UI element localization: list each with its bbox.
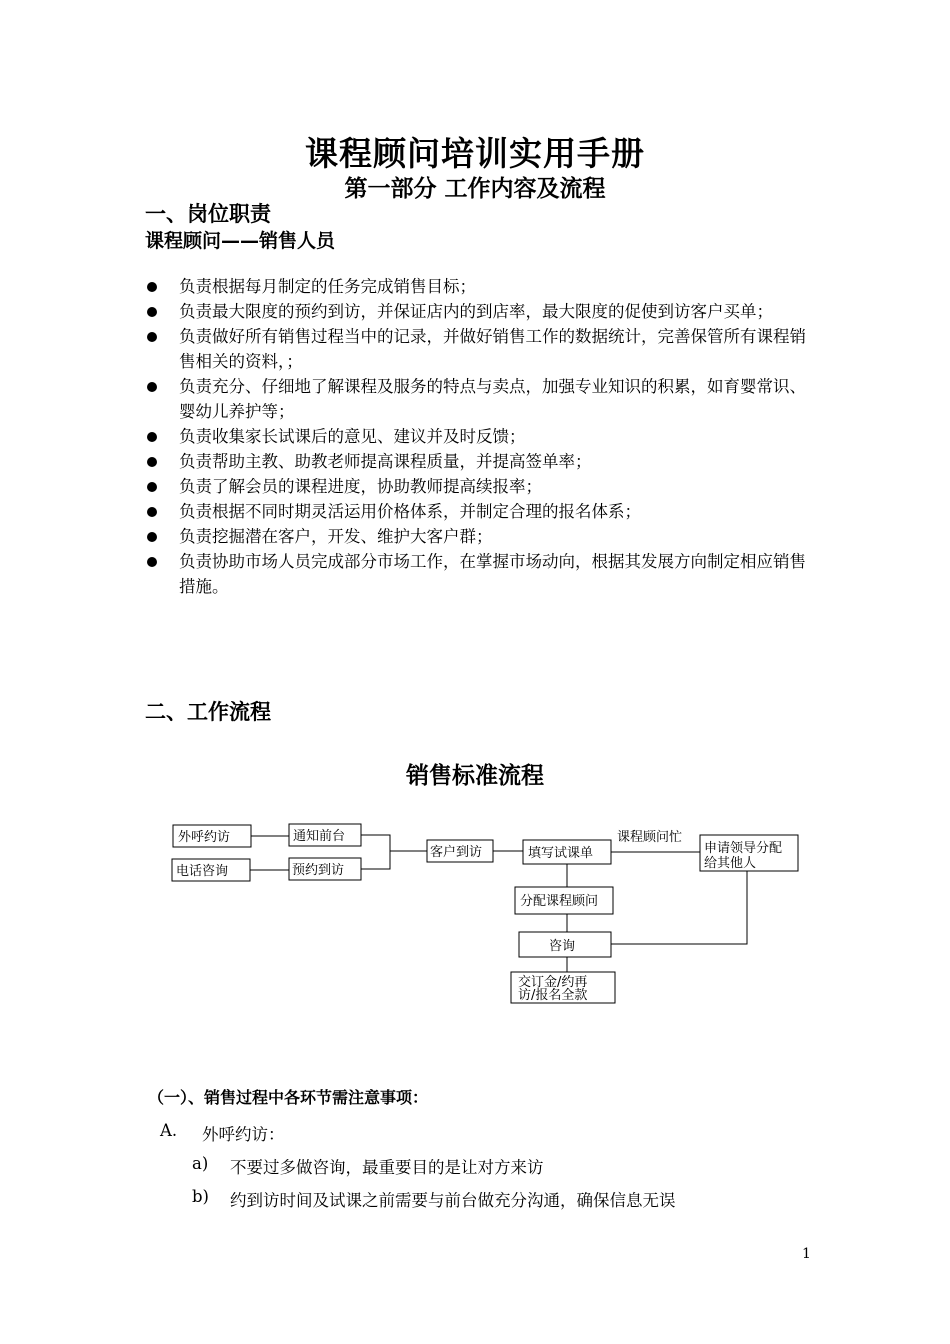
line-apply-consult [611, 871, 747, 944]
list-item: 负责帮助主教、助教老师提高课程质量，并提高签单率； [145, 449, 815, 474]
flow-label-outbound-call: 外呼约访 [178, 830, 231, 845]
list-item: 负责了解会员的课程进度，协助教师提高续报率； [145, 474, 815, 499]
item-a-text: 外呼约访： [202, 1125, 285, 1144]
item-a-marker: A. [160, 1121, 178, 1140]
flow-label-advisor-busy: 课程顾问忙 [617, 830, 683, 845]
flow-label-apply-leader-1: 申请领导分配 [704, 841, 783, 856]
item-a-sub-a-text: 不要过多做咨询，最重要目的是让对方来访 [230, 1158, 544, 1177]
flow-label-notify-front: 通知前台 [293, 829, 346, 844]
flow-label-result-2: 访/报名全款 [518, 988, 588, 1003]
flowchart-title: 销售标准流程 [406, 763, 544, 789]
item-a-sub-b-marker: b) [192, 1187, 209, 1206]
list-item: 负责收集家长试课后的意见、建议并及时反馈； [145, 424, 815, 449]
page-number: 1 [802, 1246, 811, 1262]
flow-label-phone-inquiry: 电话咨询 [176, 864, 229, 879]
role-heading: 课程顾问——销售人员 [145, 230, 336, 252]
list-item: 负责做好所有销售过程当中的记录，并做好销售工作的数据统计，完善保管所有课程销售相关的资料，； [145, 324, 815, 374]
list-item: 负责协助市场人员完成部分市场工作，在掌握市场动向，根据其发展方向制定相应销售措施。 [145, 549, 815, 599]
item-a-sub-b-text: 约到访时间及试课之前需要与前台做充分沟通，确保信息无误 [230, 1191, 676, 1210]
list-item: 负责最大限度的预约到访，并保证店内的到店率，最大限度的促使到访客户买单； [145, 299, 815, 324]
document-subtitle: 第一部分 工作内容及流程 [344, 176, 606, 202]
flow-label-assign-advisor: 分配课程顾问 [520, 894, 599, 909]
section-heading-workflow: 二、工作流程 [145, 700, 271, 724]
subsection-heading: （一）、销售过程中各环节需注意事项： [148, 1088, 429, 1107]
list-item: 负责根据每月制定的任务完成销售目标； [145, 274, 815, 299]
flow-label-consult: 咨询 [549, 939, 576, 954]
flow-label-fill-trial: 填写试课单 [528, 846, 594, 861]
list-item: 负责挖掘潜在客户，开发、维护大客户群； [145, 524, 815, 549]
list-item: 负责充分、仔细地了解课程及服务的特点与卖点，加强专业知识的积累，如育婴常识、婴幼儿养护等； [145, 374, 815, 424]
bracket-merge [361, 835, 390, 869]
flow-label-appointment-visit: 预约到访 [292, 863, 345, 878]
document-title: 课程顾问培训实用手册 [305, 134, 645, 173]
flow-label-apply-leader-2: 给其他人 [704, 856, 757, 871]
item-a-sub-a-marker: a) [192, 1154, 209, 1173]
flow-label-customer-visit: 客户到访 [430, 845, 483, 860]
list-item: 负责根据不同时期灵活运用价格体系，并制定合理的报名体系； [145, 499, 815, 524]
section-heading-duties: 一、岗位职责 [145, 202, 271, 226]
flow-label-result-1: 交订金/约再 [518, 975, 588, 990]
